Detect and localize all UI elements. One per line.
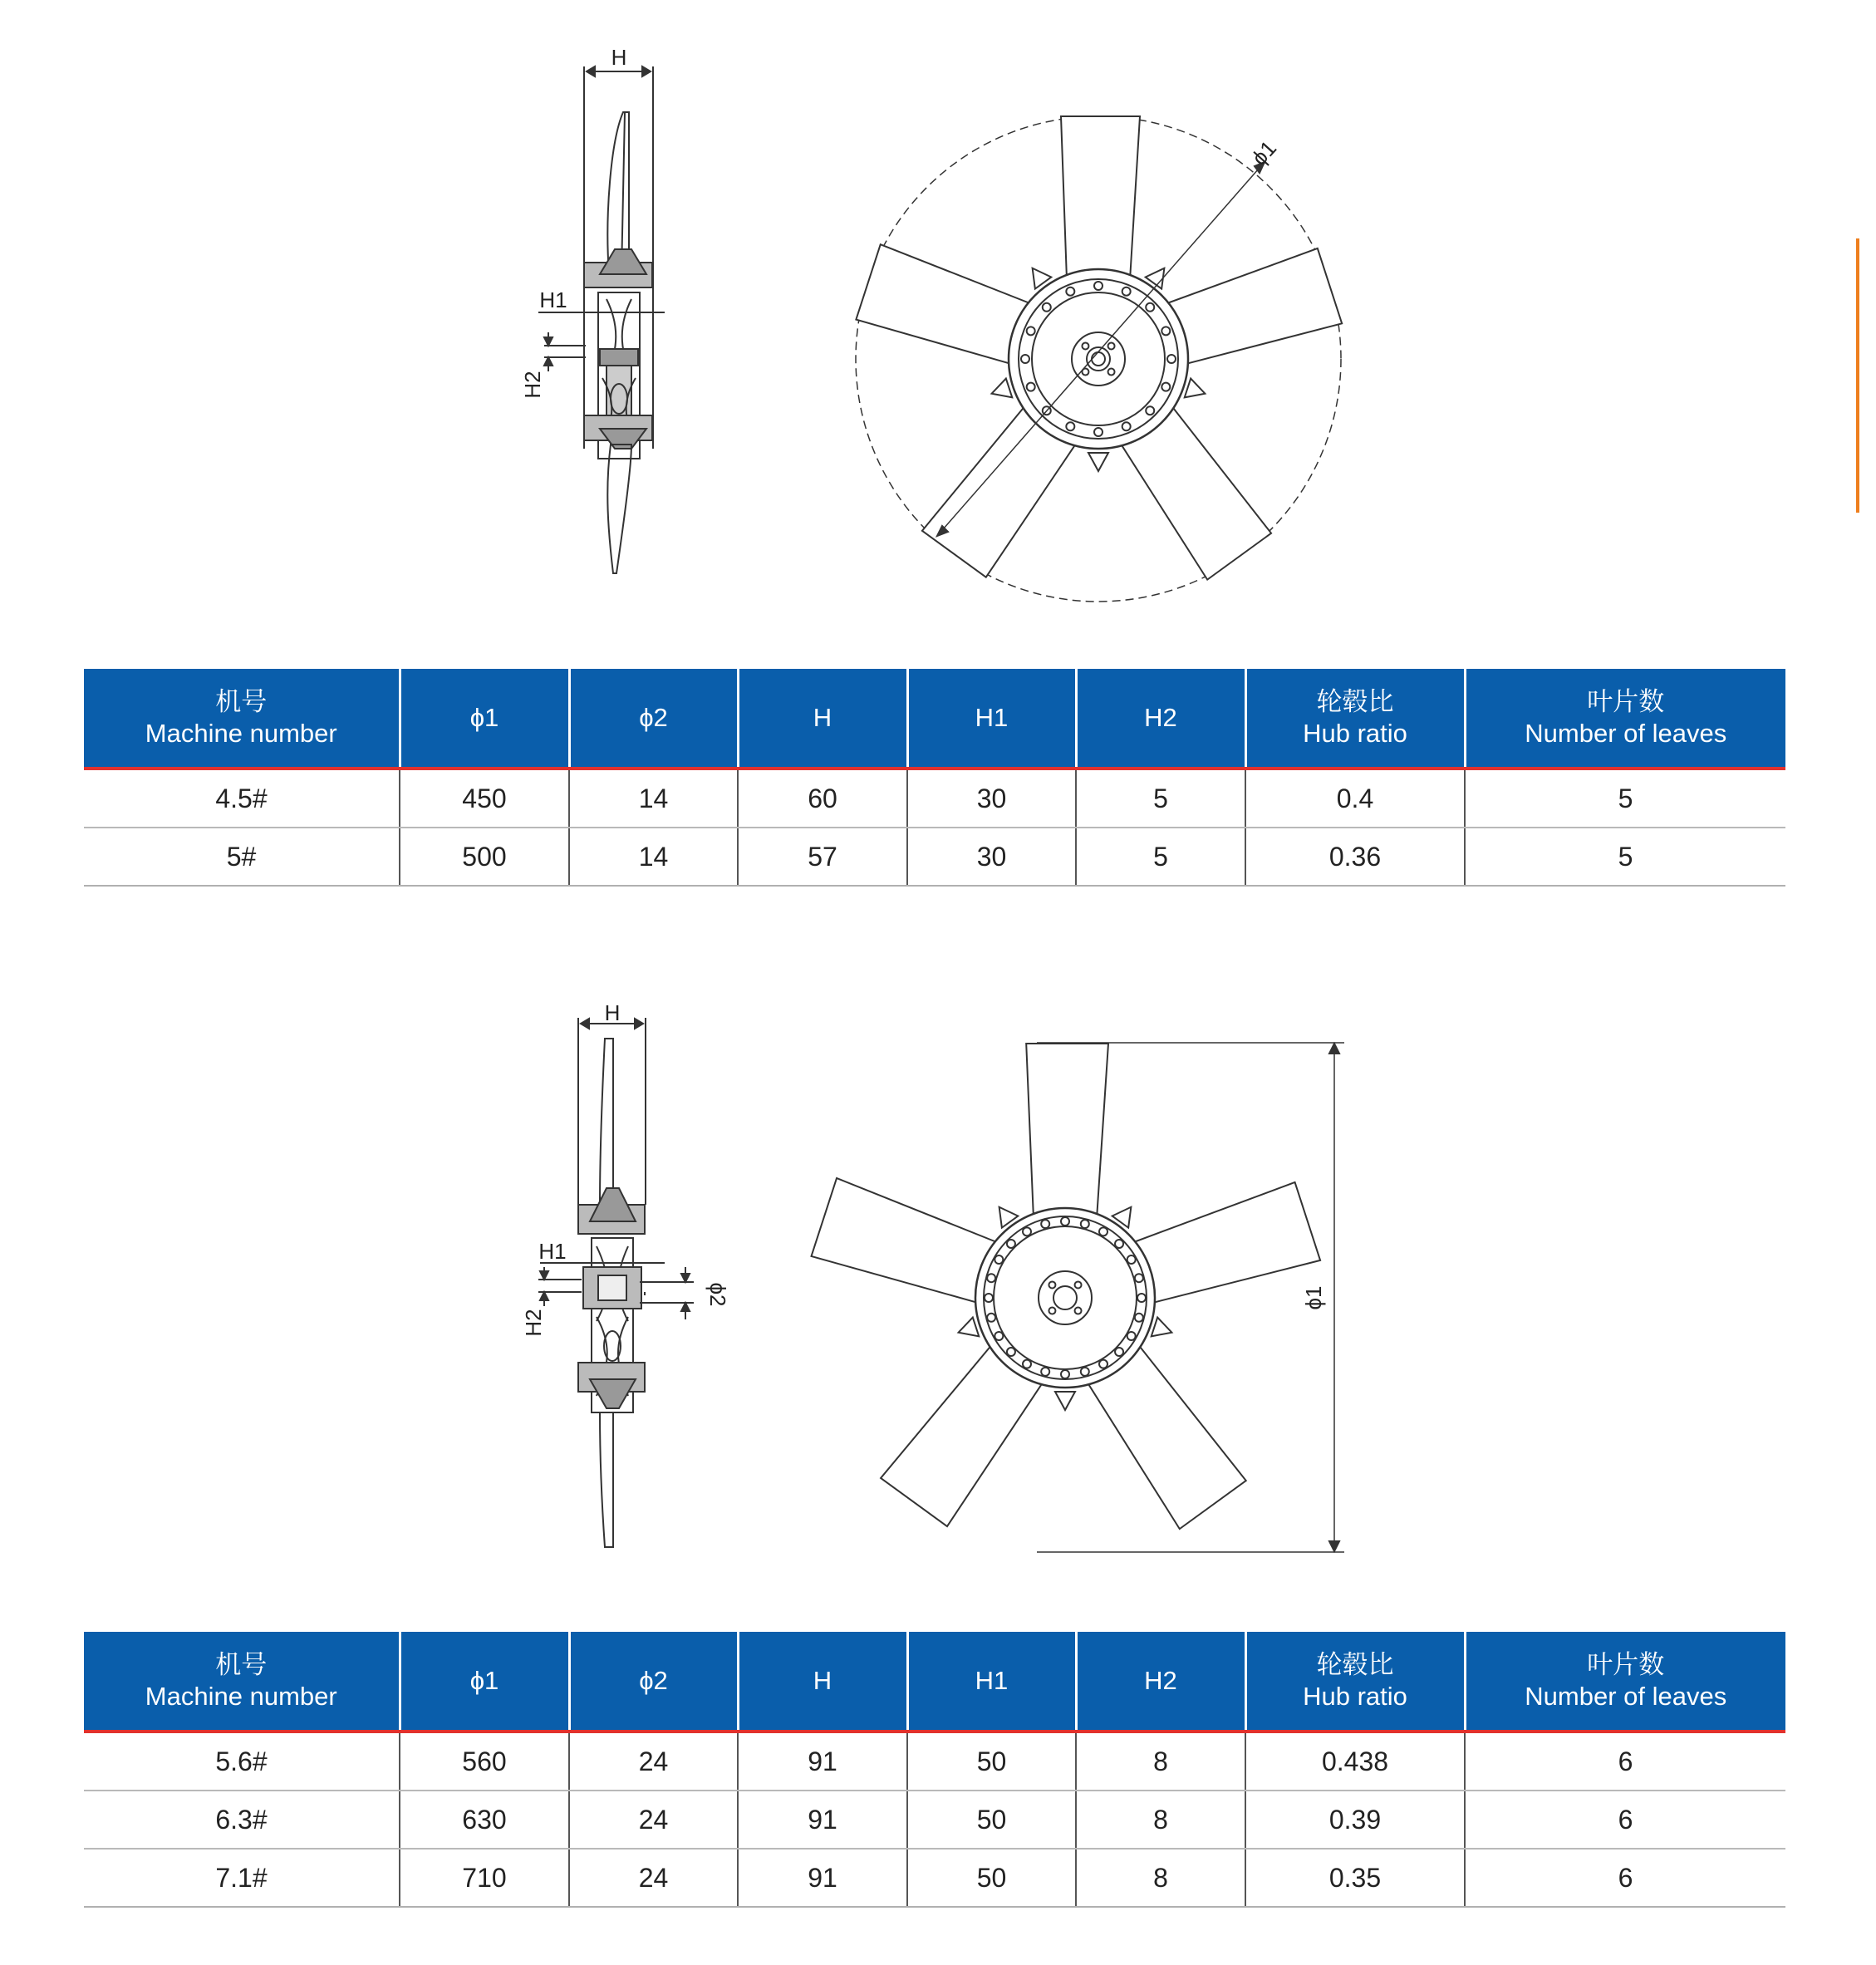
fan-blade: [1061, 116, 1140, 280]
cell-hub-ratio: 0.4: [1245, 769, 1465, 828]
cell-h2: 8: [1076, 1732, 1245, 1791]
front-view-1: [856, 116, 1342, 602]
cell-phi2: 14: [569, 828, 738, 886]
fan-blade: [1026, 1044, 1108, 1219]
cell-number-of-leaves: 6: [1465, 1732, 1785, 1791]
cell-h: 57: [738, 828, 907, 886]
table-header-row: [84, 669, 1785, 769]
table-row: [84, 769, 1785, 828]
dim-h-label-2: H: [604, 1000, 621, 1025]
fan-drawing-1: [0, 0, 1876, 631]
header-machine-number: 机号 Machine number: [84, 1632, 400, 1732]
fan-blade: [1131, 1182, 1320, 1304]
cell-machine-number: 5.6#: [84, 1732, 400, 1791]
header-number-of-leaves: 叶片数 Number of leaves: [1465, 1632, 1785, 1732]
cell-phi2: 14: [569, 769, 738, 828]
cell-hub-ratio: 0.35: [1245, 1849, 1465, 1907]
cell-phi1: 500: [400, 828, 569, 886]
fan-drawing-1-svg: [0, 0, 1876, 631]
cell-h: 91: [738, 1791, 907, 1849]
cell-machine-number: 5#: [84, 828, 400, 886]
cell-phi1: 630: [400, 1791, 569, 1849]
cell-phi1: 710: [400, 1849, 569, 1907]
dim-h2-label: H2: [520, 371, 545, 399]
cell-number-of-leaves: 5: [1465, 769, 1785, 828]
table-row: [84, 1791, 1785, 1849]
header-phi1: ϕ1: [400, 669, 569, 769]
spec-table-1: [84, 669, 1785, 887]
header-h1: H1: [907, 669, 1076, 769]
cell-h: 91: [738, 1849, 907, 1907]
cell-machine-number: 6.3#: [84, 1791, 400, 1849]
fan-blade: [856, 244, 1033, 365]
hub-lug: [959, 1318, 980, 1337]
fan-drawing-2-svg: [0, 980, 1876, 1579]
header-machine-number: 机号 Machine number: [84, 669, 400, 769]
dim-h1-label-2: H1: [538, 1239, 567, 1264]
dim-phi1-label: ϕ1: [1246, 135, 1282, 170]
cell-phi1: 560: [400, 1732, 569, 1791]
cell-machine-number: 4.5#: [84, 769, 400, 828]
dim-h-label: H: [611, 45, 627, 70]
header-phi1: ϕ1: [400, 1632, 569, 1732]
accent-bar: [1856, 238, 1859, 513]
cell-h1: 50: [907, 1849, 1076, 1907]
cell-number-of-leaves: 5: [1465, 828, 1785, 886]
cell-number-of-leaves: 6: [1465, 1849, 1785, 1907]
cell-phi2: 24: [569, 1732, 738, 1791]
header-h2: H2: [1076, 669, 1245, 769]
cell-machine-number: 7.1#: [84, 1849, 400, 1907]
side-view-1: [538, 66, 665, 573]
header-phi2: ϕ2: [569, 669, 738, 769]
header-h1: H1: [907, 1632, 1076, 1732]
cell-h1: 50: [907, 1732, 1076, 1791]
side-view-2: [538, 1018, 694, 1547]
cell-h2: 8: [1076, 1791, 1245, 1849]
table-header-row: [84, 1632, 1785, 1732]
header-hub-ratio: 轮毂比 Hub ratio: [1245, 1632, 1465, 1732]
cell-h1: 30: [907, 828, 1076, 886]
cell-number-of-leaves: 6: [1465, 1791, 1785, 1849]
table-row: [84, 1732, 1785, 1791]
hub-lug: [1152, 1318, 1172, 1337]
cell-h: 60: [738, 769, 907, 828]
cell-phi2: 24: [569, 1849, 738, 1907]
hub-lug: [992, 379, 1013, 398]
header-phi2: ϕ2: [569, 1632, 738, 1732]
hub-lug: [1088, 453, 1108, 471]
dim-h1-label: H1: [539, 287, 567, 312]
table-row: [84, 1849, 1785, 1907]
cell-h1: 50: [907, 1791, 1076, 1849]
front-view-2: [812, 1043, 1344, 1552]
hub-lug: [1055, 1392, 1075, 1410]
cell-hub-ratio: 0.438: [1245, 1732, 1465, 1791]
fan-blade: [812, 1178, 1000, 1304]
table-row: [84, 828, 1785, 886]
cell-phi1: 450: [400, 769, 569, 828]
header-h: H: [738, 1632, 907, 1732]
cell-h2: 8: [1076, 1849, 1245, 1907]
cell-phi2: 24: [569, 1791, 738, 1849]
cell-hub-ratio: 0.36: [1245, 828, 1465, 886]
dim-h2-label-2: H2: [521, 1309, 546, 1337]
header-h: H: [738, 669, 907, 769]
dim-phi1-label-2: ϕ1: [1301, 1285, 1326, 1310]
cell-hub-ratio: 0.39: [1245, 1791, 1465, 1849]
hub-lug: [1185, 379, 1206, 398]
fan-blade: [1164, 248, 1343, 365]
header-h2: H2: [1076, 1632, 1245, 1732]
header-number-of-leaves: 叶片数 Number of leaves: [1465, 669, 1785, 769]
cell-h2: 5: [1076, 828, 1245, 886]
dim-phi2-label-2: ϕ2: [705, 1282, 730, 1307]
spec-table-2: [84, 1632, 1785, 1908]
cell-h2: 5: [1076, 769, 1245, 828]
cell-h1: 30: [907, 769, 1076, 828]
cell-h: 91: [738, 1732, 907, 1791]
header-hub-ratio: 轮毂比 Hub ratio: [1245, 669, 1465, 769]
fan-drawing-2: [0, 980, 1876, 1579]
